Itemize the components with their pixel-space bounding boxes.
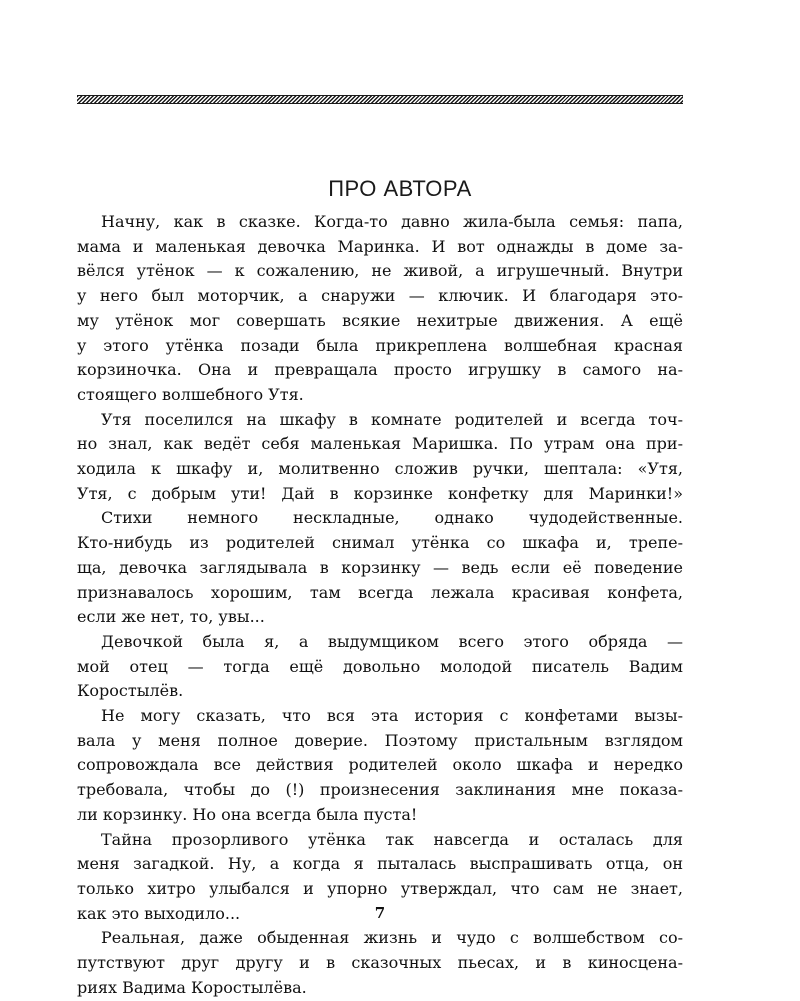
text-line: Утя поселился на шкафу в комнате родителей и всегда точ- bbox=[101, 409, 683, 429]
paragraph bbox=[77, 630, 683, 704]
text-line: Кто-нибудь из родителей снимал утёнка со шкафа и, трепе- bbox=[77, 533, 683, 553]
text-line: Стихи немного нескладные, однако чудодейственные. bbox=[101, 508, 683, 528]
text-line: у него был моторчик, а снаружи — ключик. И благодаря это- bbox=[77, 286, 683, 306]
text-line: Реальная, даже обыденная жизнь и чудо с волшебством со- bbox=[101, 928, 683, 948]
text-line: если же нет, то, увы... bbox=[77, 607, 265, 627]
page-number: 7 bbox=[374, 904, 386, 922]
text-line: мой отец — тогда ещё довольно молодой писатель Вадим bbox=[77, 656, 683, 676]
text-line: Утя, с добрым ути! Дай в корзинке конфетку для Маринки!» bbox=[77, 483, 683, 503]
text-line: как это выходило... bbox=[77, 903, 241, 923]
paragraph bbox=[77, 926, 683, 1000]
text-line: стоящего волшебного Утя. bbox=[77, 384, 304, 404]
paragraph bbox=[77, 704, 683, 828]
text-line: ща, девочка заглядывала в корзинку — ведь если её поведение bbox=[77, 557, 683, 577]
page-title: ПРО АВТОРА bbox=[328, 176, 472, 201]
header-rule bbox=[77, 95, 683, 104]
text-line: только хитро улыбался и упорно утверждал, что сам не знает, bbox=[77, 878, 683, 898]
text-line: меня загадкой. Ну, а когда я пыталась выспрашивать отца, он bbox=[77, 854, 683, 874]
text-line: вала у меня полное доверие. Поэтому пристальным взглядом bbox=[77, 730, 683, 750]
text-line: требовала, чтобы до (!) произнесения заклинания мне показа- bbox=[77, 780, 683, 800]
text-line: Тайна прозорливого утёнка так навсегда и осталась для bbox=[101, 829, 683, 849]
text-line: вёлся утёнок — к сожалению, не живой, а игрушечный. Внутри bbox=[77, 261, 683, 281]
text-line: Девочкой была я, а выдумщиком всего этого обряда — bbox=[101, 631, 683, 651]
text-line: но знал, как ведёт себя маленькая Маришка. По утрам она при- bbox=[77, 434, 683, 454]
text-line: риях Вадима Коростылёва. bbox=[77, 977, 307, 997]
body-text bbox=[77, 210, 683, 1001]
text-line: му утёнок мог совершать всякие нехитрые движения. А ещё bbox=[77, 310, 683, 330]
text-line: признавалось хорошим, там всегда лежала красивая конфета, bbox=[77, 582, 683, 602]
text-line: мама и маленькая девочка Маринка. И вот однажды в доме за- bbox=[77, 236, 683, 256]
text-line: сопровождала все действия родителей около шкафа и нередко bbox=[77, 755, 683, 775]
text-line: ли корзинку. Но она всегда была пуста! bbox=[77, 804, 418, 824]
text-line: Не могу сказать, что вся эта история с конфетами вызы- bbox=[101, 706, 683, 726]
paragraph bbox=[77, 506, 683, 630]
text-line: Начну, как в сказке. Когда-то давно жила-была семья: папа, bbox=[101, 212, 683, 231]
text-line: путствуют друг другу и в сказочных пьесах, и в киносцена- bbox=[77, 953, 683, 973]
text-line: Коростылёв. bbox=[77, 681, 184, 701]
text-line: корзиночка. Она и превращала просто игрушку в самого на- bbox=[77, 360, 683, 380]
text-line: ходила к шкафу и, молитвенно сложив ручки, шептала: «Утя, bbox=[77, 459, 683, 479]
paragraph bbox=[77, 408, 683, 507]
text-line: у этого утёнка позади была прикреплена волшебная красная bbox=[77, 335, 683, 355]
paragraph bbox=[77, 210, 683, 408]
